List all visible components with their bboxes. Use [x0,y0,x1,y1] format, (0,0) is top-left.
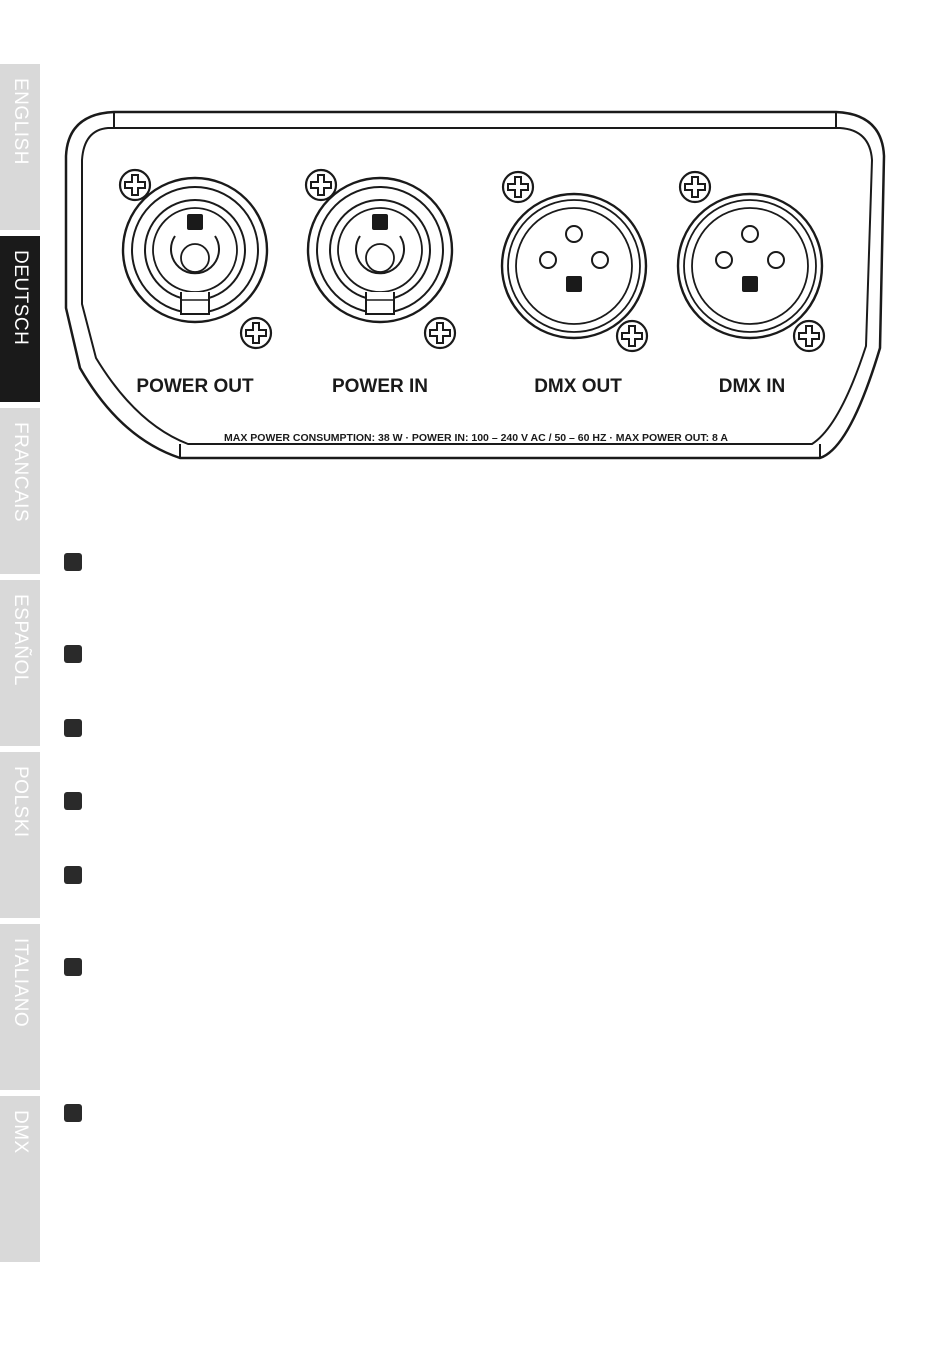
tab-italiano[interactable] [0,924,40,1090]
rear-panel-diagram [60,108,890,468]
power-specs-line: MAX POWER CONSUMPTION: 38 W · POWER IN: 100 – 240 V AC / 50 – 60 HZ · MAX POWER OUT: 8 A [224,432,728,444]
label-dmx-out: DMX OUT [534,376,622,397]
tab-polski-label: POLSKI [10,766,31,838]
tab-francais[interactable] [0,408,40,574]
language-tabs [0,64,40,1264]
tab-deutsch-label: DEUTSCH [10,250,31,346]
tab-dmx[interactable] [0,1096,40,1262]
tab-italiano-label: ITALIANO [10,938,31,1028]
tab-polski[interactable] [0,752,40,918]
list-item-bullet-7 [64,1104,82,1122]
tab-espanol-label: ESPAÑOL [10,594,31,686]
tab-francais-label: FRANCAIS [10,422,31,523]
tab-espanol[interactable] [0,580,40,746]
list-item-bullet-1 [64,553,82,571]
tab-english-label: ENGLISH [10,78,31,165]
rear-panel-svg [60,108,890,468]
tab-deutsch[interactable] [0,236,40,402]
label-power-in: POWER IN [331,376,429,397]
list-item-bullet-2 [64,645,82,663]
label-power-out: POWER OUT [136,376,254,397]
list-item-bullet-3 [64,719,82,737]
label-dmx-in: DMX IN [718,376,786,397]
tab-dmx-label: DMX [10,1110,31,1154]
list-item-bullet-6 [64,958,82,976]
tab-english[interactable] [0,64,40,230]
list-item-bullet-4 [64,792,82,810]
list-item-bullet-5 [64,866,82,884]
